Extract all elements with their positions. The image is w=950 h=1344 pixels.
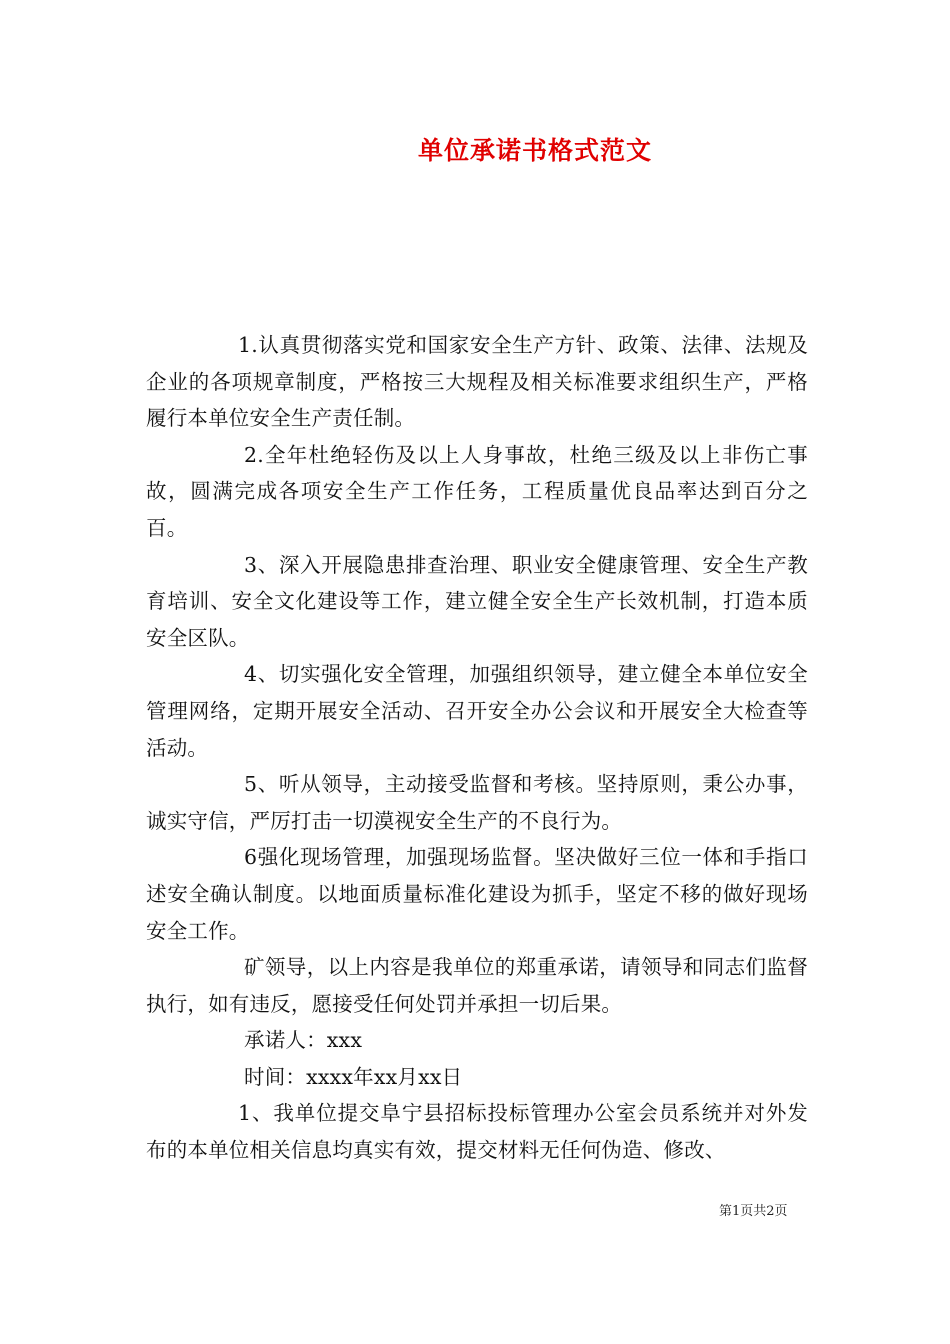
paragraph-4: 4、切实强化安全管理，加强组织领导，建立健全本单位安全管理网络，定期开展安全活动、召开安全办公会议和开展安全大检查等活动。 [146, 662, 808, 760]
paragraph-6: 6强化现场管理，加强现场监督。坚决做好三位一体和手指口述安全确认制度。以地面质量标准化建设为抓手，坚定不移的做好现场安全工作。 [146, 845, 808, 943]
paragraph-3: 3、深入开展隐患排查治理、职业安全健康管理、安全生产教育培训、安全文化建设等工作，建立健全安全生产长效机制，打造本质安全区队。 [146, 552, 808, 650]
date-line: 时间：xxxx年xx月xx日 [244, 1064, 463, 1089]
page-number: 第1页共2页 [719, 1204, 788, 1219]
signatory-line: 承诺人：xxx [244, 1028, 363, 1053]
paragraph-2: 2.全年杜绝轻伤及以上人身事故，杜绝三级及以上非伤亡事故，圆满完成各项安全生产工作任务，工程质量优良品率达到百分之百。 [146, 442, 808, 540]
document-title: 单位承诺书格式范文 [417, 136, 652, 165]
paragraph-8: 1、我单位提交阜宁县招标投标管理办公室会员系统并对外发布的本单位相关信息均真实有效，提交材料无任何伪造、修改、 [146, 1101, 808, 1163]
document-body [146, 327, 808, 1169]
paragraph-1: 1.认真贯彻落实党和国家安全生产方针、政策、法律、法规及企业的各项规章制度，严格按三大规程及相关标准要求组织生产，严格履行本单位安全生产责任制。 [146, 333, 808, 431]
paragraph-5: 5、听从领导，主动接受监督和考核。坚持原则，秉公办事，诚实守信，严厉打击一切漠视安全生产的不良行为。 [146, 772, 808, 833]
paragraph-7: 矿领导，以上内容是我单位的郑重承诺，请领导和同志们监督执行，如有违反，愿接受任何处罚并承担一切后果。 [146, 955, 808, 1016]
